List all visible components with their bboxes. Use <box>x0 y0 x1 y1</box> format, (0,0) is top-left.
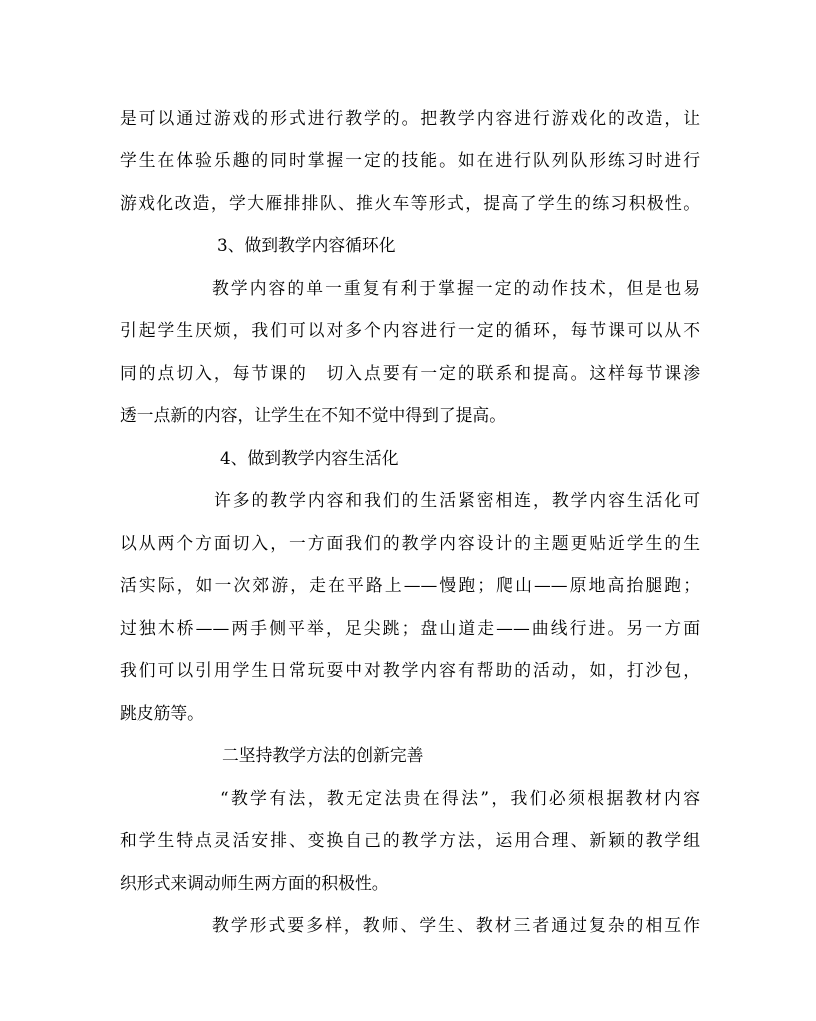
section-heading: 二坚持教学方法的创新完善 <box>222 745 424 765</box>
paragraph-line: 以从两个方面切入，一方面我们的教学内容设计的主题更贴近学生的生 <box>120 533 700 553</box>
paragraph-line: 引起学生厌烦，我们可以对多个内容进行一定的循环，每节课可以从不 <box>120 320 700 340</box>
paragraph-line: 织形式来调动师生两方面的积极性。 <box>120 873 389 893</box>
paragraph-line: 许多的教学内容和我们的生活紧密相连，教学内容生活化可 <box>214 490 700 510</box>
paragraph-line: 透一点新的内容，让学生在不知不觉中得到了提高。 <box>120 405 506 425</box>
section-heading: 4、做到教学内容生活化 <box>220 448 399 468</box>
paragraph-line: 我们可以引用学生日常玩耍中对教学内容有帮助的活动，如，打沙包， <box>120 660 700 680</box>
paragraph-line: 游戏化改造，学大雁排排队、推火车等形式，提高了学生的练习积极性。 <box>120 193 700 213</box>
paragraph-line: 过独木桥——两手侧平举，足尖跳；盘山道走——曲线行进。另一方面 <box>120 618 700 638</box>
paragraph-line: 活实际，如一次郊游，走在平路上——慢跑；爬山——原地高抬腿跑； <box>120 575 700 595</box>
paragraph-line: 学生在体验乐趣的同时掌握一定的技能。如在进行队列队形练习时进行 <box>120 150 700 170</box>
paragraph-line: 同的点切入，每节课的 切入点要有一定的联系和提高。这样每节课渗 <box>120 363 700 383</box>
paragraph-line: “教学有法，教无定法贵在得法”，我们必须根据教材内容 <box>220 788 700 808</box>
section-heading: 3、做到教学内容循环化 <box>217 235 396 255</box>
paragraph-line: 是可以通过游戏的形式进行教学的。把教学内容进行游戏化的改造，让 <box>120 108 700 128</box>
paragraph-line: 和学生特点灵活安排、变换自己的教学方法，运用合理、新颖的教学组 <box>120 830 700 850</box>
paragraph-line: 跳皮筋等。 <box>120 703 204 723</box>
paragraph-line: 教学形式要多样，教师、学生、教材三者通过复杂的相互作 <box>212 915 700 935</box>
paragraph-line: 教学内容的单一重复有利于掌握一定的动作技术，但是也易 <box>212 278 700 298</box>
